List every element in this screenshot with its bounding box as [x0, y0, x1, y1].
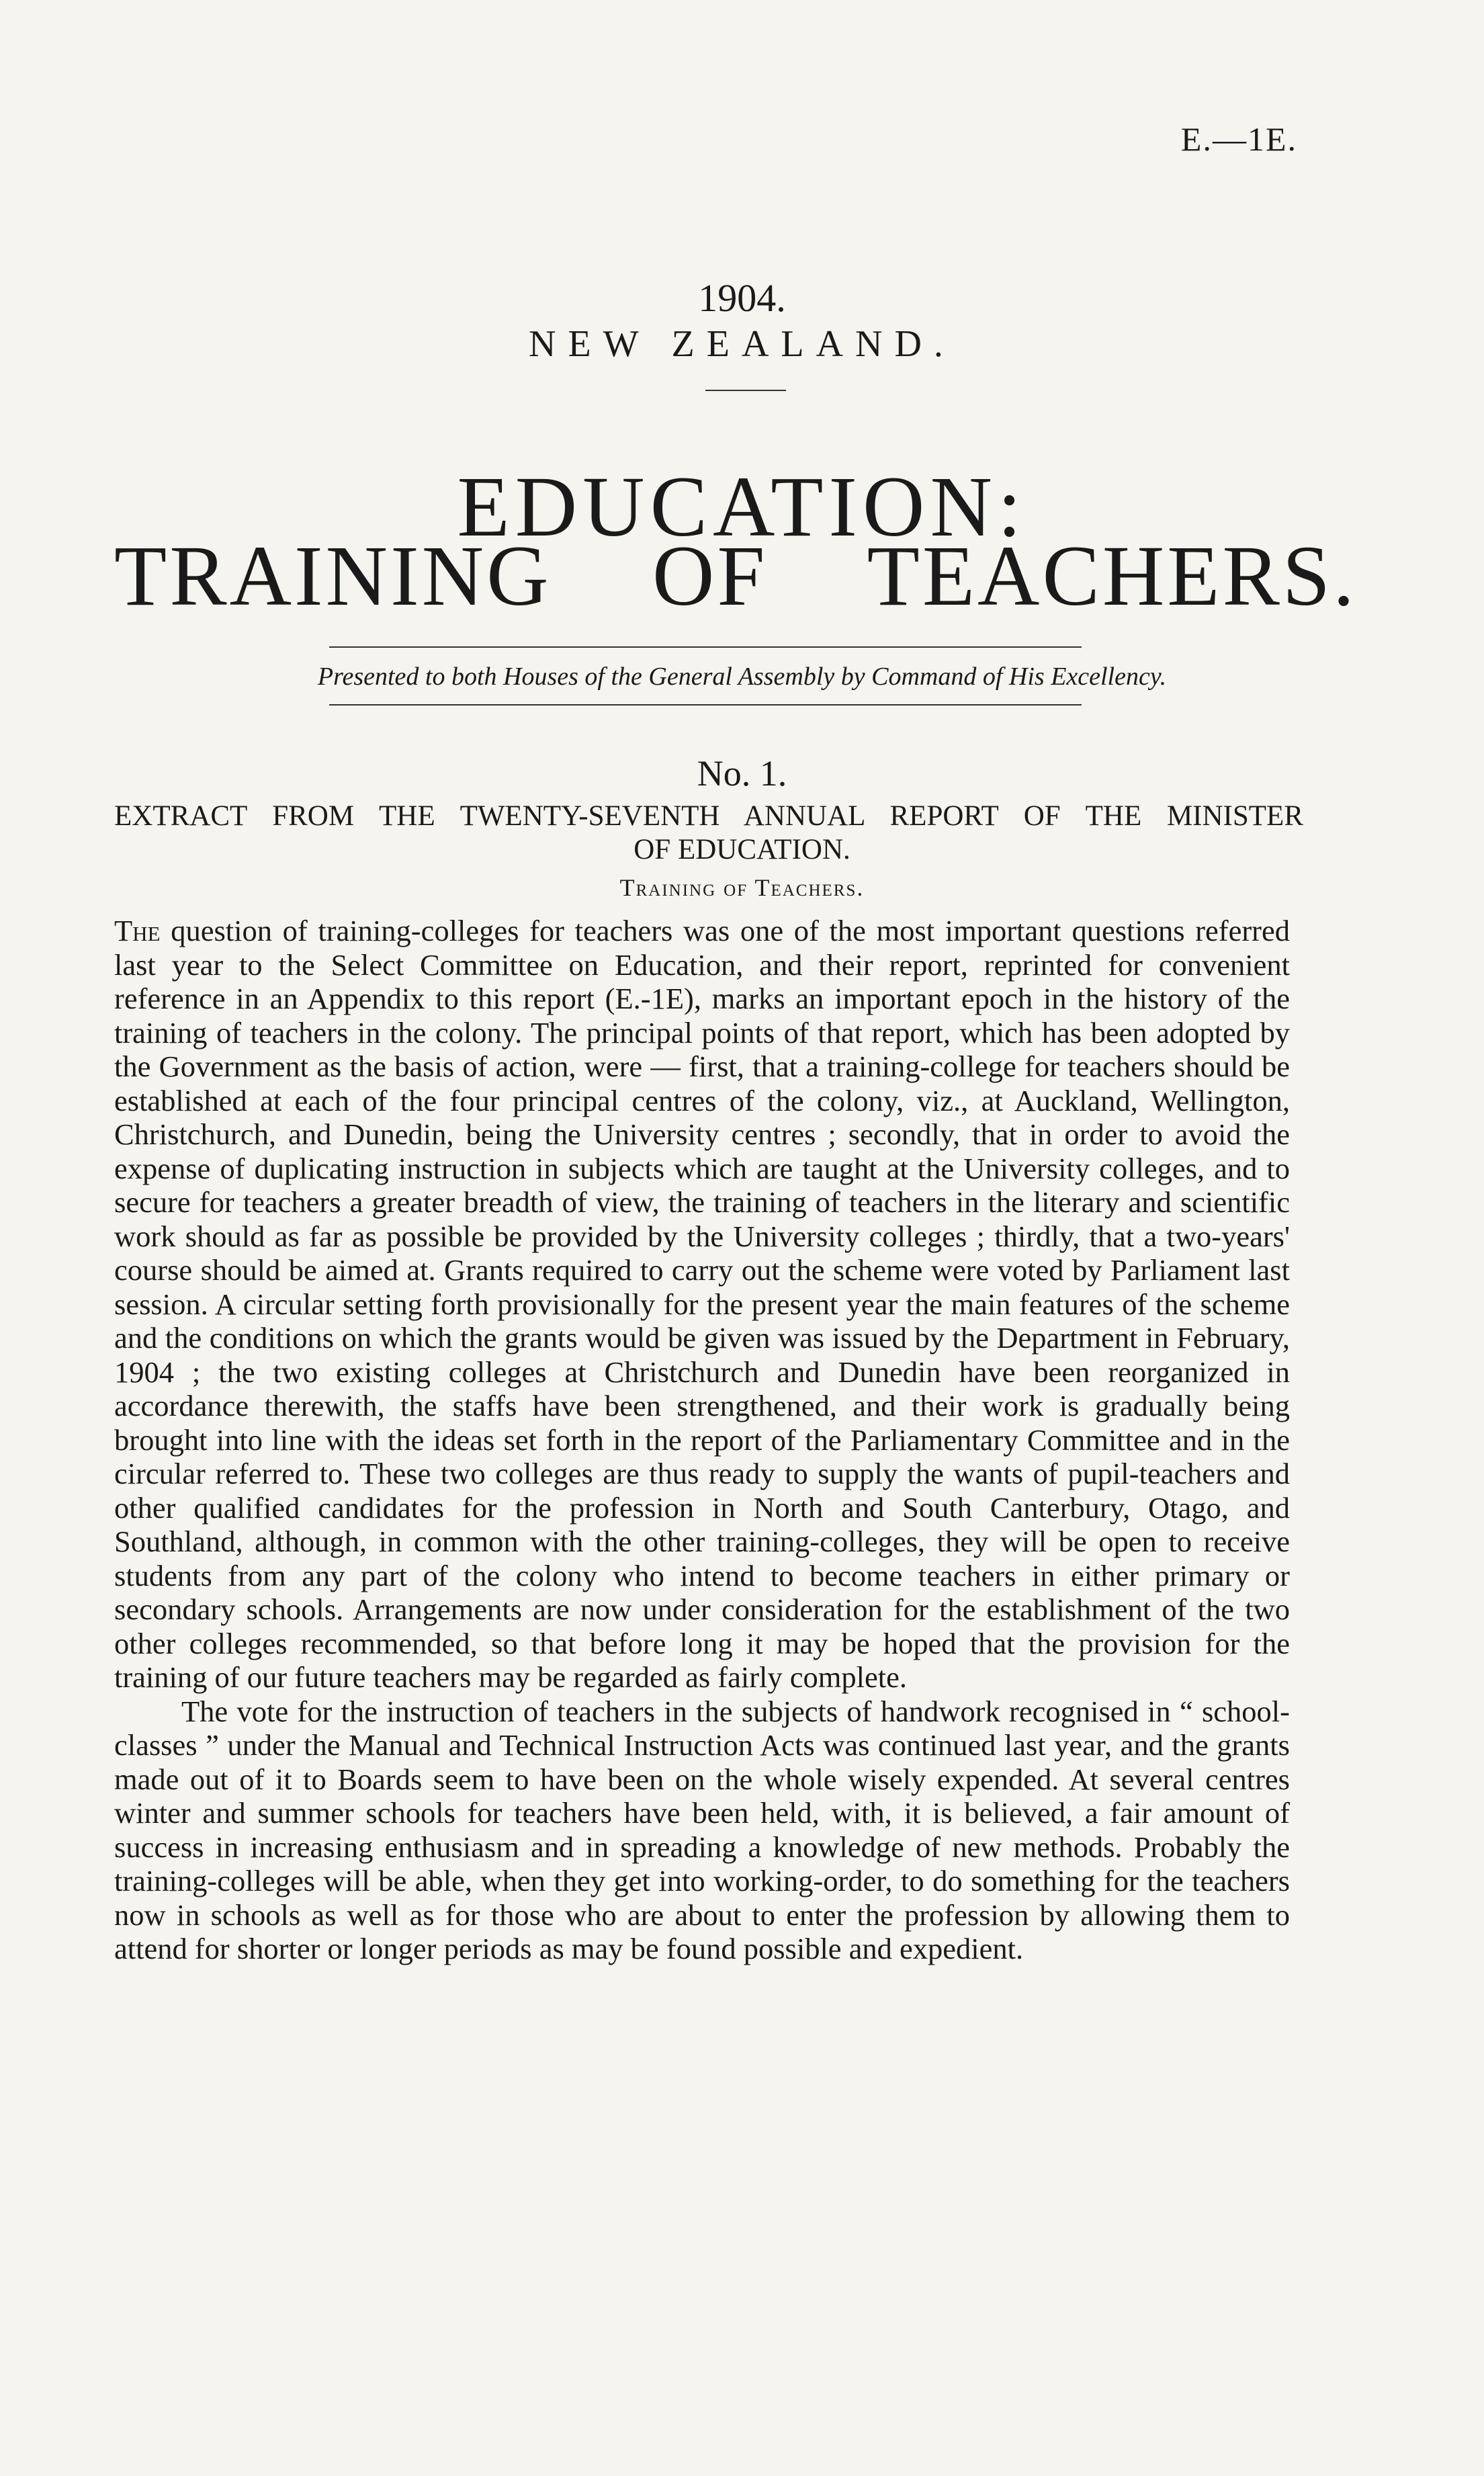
extract-heading-cont: OF EDUCATION.: [634, 834, 850, 865]
document-year: 1904.: [698, 276, 786, 320]
document-reference: E.—1E.: [1180, 120, 1297, 158]
paragraph-2: The vote for the instruction of teachers in the subjects of handwork recognised in “ school-classes ” under the Manual and Technical Instruction Acts was continued last year, and the grants made out of it to Boards seem to have been on the whole wisely expended. At several centres winter and summer schools for teachers have been held, with, it is believed, a fair amount of success in increasing enthusiasm and in spreading a knowledge of new methods. Probably the training-colleges will be able, when they get into working-order, to do something for the teachers now in schools as well as for those who are about to enter the profession by allowing them to attend for shorter or longer periods as may be found possible and expedient.: [114, 1694, 1290, 1965]
divider: [329, 646, 1082, 648]
divider: [329, 704, 1082, 706]
extract-heading: EXTRACT FROM THE TWENTY-SEVENTH ANNUAL REPORT OF THE MINISTER: [114, 800, 1303, 832]
section-heading: Training of Teachers.: [619, 874, 865, 901]
paragraph-1-text: question of training-colleges for teachers was one of the most important questions referred last year to the Select Committee on Education, and their report, reprinted for convenient reference in an Appendix to this report (E.-1E), marks an important epoch in the history of the training of teachers in the colony. The principal points of that report, which has been adopted by the Government as the basis of action, were — first, that a training-college for teachers should be established at each of the four principal centres of the colony, viz., at Auckland, Wellington, Christchurch, and Dunedin, being the University centres ; secondly, that in order to avoid the expense of duplicating instruction in subjects which are taught at the University colleges, and to secure for teachers a greater breadth of view, the training of teachers in the literary and scientific work should as far as possible be provided by the University colleges ; thirdly, that a two-years' course should be aimed at. Grants required to carry out the scheme were voted by Parliament last session. A circular setting forth provisionally for the present year the main features of the scheme and the conditions on which the grants would be given was issued by the Department in February, 1904 ; the two existing colleges at Christchurch and Dunedin have been reorganized in accordance therewith, the staffs have been strengthened, and their work is gradually being brought into line with the ideas set forth in the report of the Parliamentary Committee and in the circular referred to. These two colleges are thus ready to supply the wants of pupil-teachers and other qualified candidates for the profession in North and South Canterbury, Otago, and Southland, although, in common with the other training-colleges, they will be open to receive students from any part of the colony who intend to become teachers in either primary or secondary schools. Arrangements are now under consideration for the establishment of the two other colleges recommended, so that before long it may be hoped that the provision for the training of our future teachers may be regarded as fairly complete.: [114, 914, 1291, 1694]
title-line-2: TRAINING OF TEACHERS.: [114, 528, 1357, 624]
country-name: NEW ZEALAND.: [529, 323, 955, 365]
title-line-1: EDUCATION:: [457, 459, 1027, 554]
section-number: No. 1.: [697, 753, 787, 794]
divider: [705, 390, 786, 391]
presented-statement: Presented to both Houses of the General Assembly by Command of His Excellency.: [317, 663, 1167, 691]
body-text: [114, 914, 1290, 1966]
paragraph-lead: The: [114, 914, 161, 947]
paragraph-1: [114, 914, 1290, 1695]
